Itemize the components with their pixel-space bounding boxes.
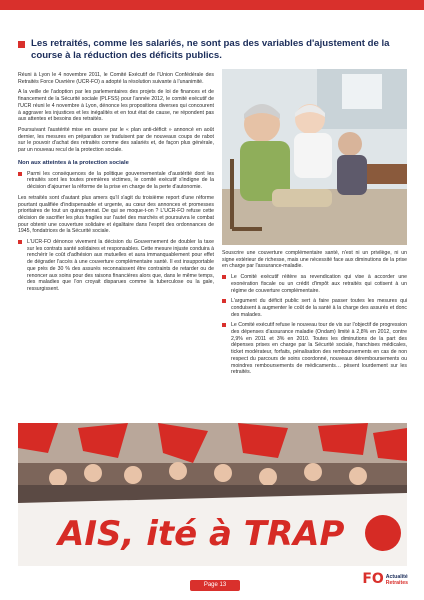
banner-text: AIS, ité à TRAP: [58, 514, 345, 554]
bullet-square-icon: [18, 172, 22, 176]
section-subheading: Non aux atteintes à la protection sociale: [18, 159, 129, 166]
paragraph: A la veille de l'adoption par les parlementaires des projets de loi de finances et de financement de la Sécurité sociale (PLFSS) pour l'année 2012, le comité exécutif de l'UCR réuni le 4 novembre à Lyon, dénonce les propositions diverses qui concourent à aggraver les injustices et les inégalités et en tout état de cause, ne répondent pas aux attentes et besoins des retraités.: [18, 89, 214, 123]
photo-elderly-people: [222, 69, 407, 245]
right-column: [222, 250, 407, 380]
bullet-item: L'argument du déficit public sert à faire passer toutes les mesures qui conduisent à augmenter le coût de la santé à la charge des assurés et donc des malades.: [222, 298, 407, 318]
bullet-square-icon: [222, 323, 226, 327]
article-title: Les retraités, comme les salariés, ne sont pas des variables d'ajustement de la course à la réduction des déficits publics.: [31, 38, 390, 61]
paragraph: Souscrire une couverture complémentaire santé, n'est ni un privilège, ni un signe extérieur de richesse, mais une nécessité face aux diminutions de la prise en charge par l'assurance-maladie.: [222, 250, 407, 270]
bullet-square-icon: [222, 275, 226, 279]
publication-logo: [362, 572, 408, 586]
bullet-item: Le Comité exécutif refuse le nouveau tour de vis sur l'objectif de progression des dépenses d'assurance maladie (Ondam) limité à 2,8% en 2012, contre 2,9% en 2011 et 3% en 2010. Toutes les diminutions de la part des dépenses prises en charge par la Sécurité sociale, franchises médicales, ticket modérateur, forfaits, pénalisation des remboursements en cas de non respect du parcours de soins coordonné, nouveaux déremboursements ou moindres remboursements de médicaments… pèsent lourdement sur les retraités.: [222, 322, 407, 376]
bullet-item-continued: Les retraités sont d'autant plus amers qu'il s'agit du troisième report d'une réforme pourtant qualifiée d'indispensable et urgente, au cœur des annonces et promesses prioritaires de tout un quinquennat. De qui se moque-t-on ? L'UCR-FO refuse cette décision de sacrifier les plus fragiles sur l'autel des marchés et poursuivra le combat pour obtenir une couverture solidaire et égalitaire dans l'esprit des ordonnances de 1945, fondatrices de la Sécurité sociale.: [18, 194, 214, 235]
fo-logo-mark: FO: [362, 571, 384, 587]
bullet-item: Parmi les conséquences de la politique gouvernementale d'austérité dont les retraités sont les toutes premières victimes, le comité exécutif s'indigne de la décision d'ajourner la réforme de la prise en charge de la perte d'autonomie.: [18, 171, 214, 191]
left-column: [18, 72, 214, 297]
top-bar: [0, 0, 424, 10]
bullet-square-icon: [18, 240, 22, 244]
paragraph: Poursuivant l'austérité mise en œuvre par le « plan anti-déficit » annoncé en août dernier, les mesures en préparation se traduisent par de nouveaux coups de rabot sur le pouvoir d'achat des retraités comme des salariés et, de façon plus générale, par un nouveau recul de la protection sociale.: [18, 126, 214, 154]
bullet-square-icon: [222, 299, 226, 303]
article-header: [18, 38, 410, 62]
paragraph: Réuni à Lyon le 4 novembre 2011, le Comité Exécutif de l'Union Confédérale des Retraités Force Ouvrière (UCR-FO) a adopté la résolution suivante à l'unanimité.: [18, 72, 214, 85]
photo-demonstration: [18, 423, 407, 566]
bullet-item: Le Comité exécutif réitère sa revendication qui vise à accorder une exonération fiscale ou un crédit d'impôt aux retraités qui cotisent à un régime de couverture complémentaire.: [222, 274, 407, 294]
logo-text: [386, 574, 408, 586]
logo-line-1: Actualité: [385, 574, 408, 580]
logo-line-2: Retraites: [385, 580, 408, 586]
title-bullet-square: [18, 41, 25, 48]
bullet-item: L'UCR-FO dénonce vivement la décision du Gouvernement de doubler la taxe sur les contrats santé solidaires et responsables. Cette mesure injuste conduira à renchérir le coût d'adhésion aux mutuelles et aura immanquablement pour effet de dégrader l'accès à une couverture complémentaire santé. Il est insupportable que près de 30 % des assurés reconnaissent être contraints de retarder ou de renoncer aux soins pour des raisons financières alors que, dans le même temps, des maladies que l'on croyait disparues comme la tuberculose ou la gale, ressurgissent.: [18, 239, 214, 293]
bullet-list: [18, 171, 214, 293]
page-number-badge: Page 13: [190, 580, 240, 591]
bullet-list: [222, 274, 407, 376]
